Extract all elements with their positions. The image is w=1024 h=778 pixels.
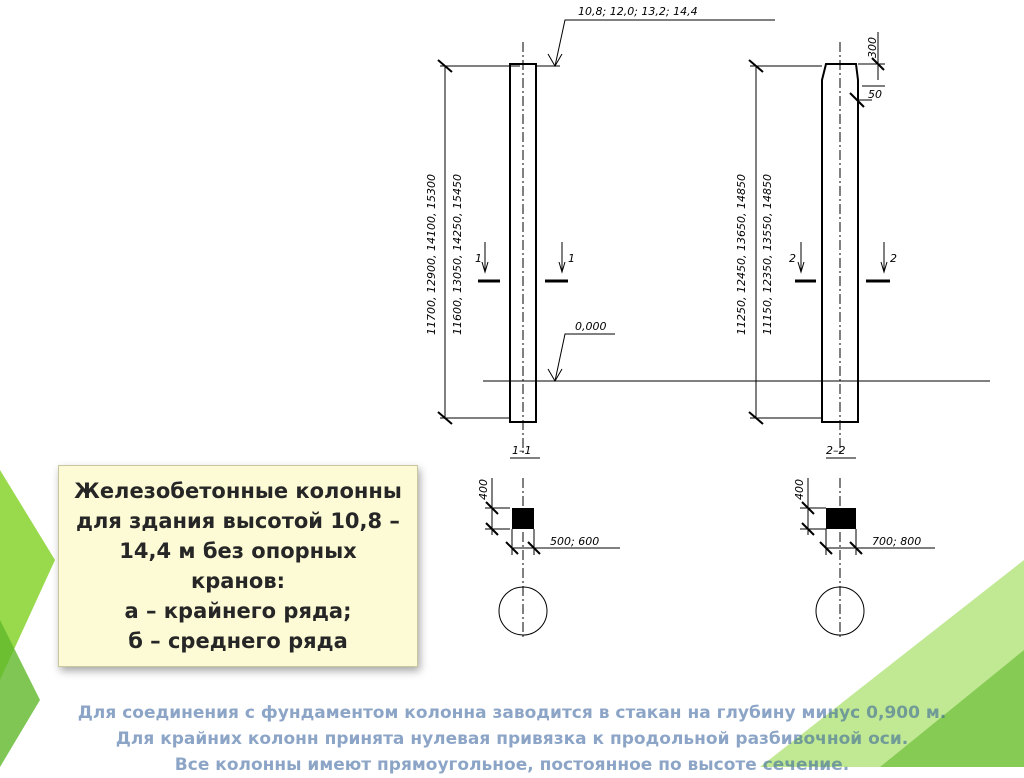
section1-title: 1–1	[512, 444, 532, 457]
section1-height: 400	[477, 479, 490, 500]
section1-width: 500; 600	[550, 535, 600, 548]
section2-title: 2–2	[826, 444, 846, 457]
top-dim-50: 50	[868, 88, 882, 101]
zero-elevation-leader	[555, 334, 615, 381]
cut-2-right: 2	[890, 252, 897, 265]
footer-line: Для соединения с фундаментом колонна заводится в стакан на глубину минус 0,900 м.	[77, 703, 947, 723]
section2-width: 700; 800	[872, 535, 922, 548]
caption-line: кранов:	[190, 569, 286, 593]
section2-height: 400	[793, 479, 806, 500]
left-dims-line2: 11600, 13050, 14250, 15450	[451, 174, 464, 335]
footer-notes	[0, 700, 1024, 778]
top-dim-300: 300	[866, 37, 879, 58]
top-elevation-leader	[555, 20, 775, 66]
caption-text	[74, 476, 402, 656]
caption-line: Железобетонные колонны	[74, 479, 402, 503]
right-dims-line2: 11150, 12350, 13550, 14850	[761, 174, 774, 335]
caption-box	[58, 465, 418, 667]
section2-profile	[826, 508, 856, 529]
footer-line: Для крайних колонн принята нулевая привязка к продольной разбивочной оси.	[115, 729, 909, 749]
footer-line: Все колонны имеют прямоугольное, постоянное по высоте сечение.	[174, 755, 850, 775]
caption-line: для здания высотой 10,8 –	[76, 509, 400, 533]
caption-line: а – крайнего ряда;	[124, 599, 352, 623]
right-dims-line1: 11250, 12450, 13650, 14850	[735, 174, 748, 335]
left-dims-line1: 11700, 12900, 14100, 15300	[425, 174, 438, 335]
caption-line: 14,4 м без опорных	[119, 539, 357, 563]
cut-1-left: 1	[475, 252, 482, 265]
cut-2-left: 2	[789, 252, 796, 265]
top-elevation-label: 10,8; 12,0; 13,2; 14,4	[578, 5, 698, 18]
caption-line: б – среднего ряда	[128, 629, 348, 653]
section1-profile	[512, 508, 534, 529]
cut-1-right: 1	[568, 252, 575, 265]
zero-elevation-label: 0,000	[575, 320, 607, 333]
